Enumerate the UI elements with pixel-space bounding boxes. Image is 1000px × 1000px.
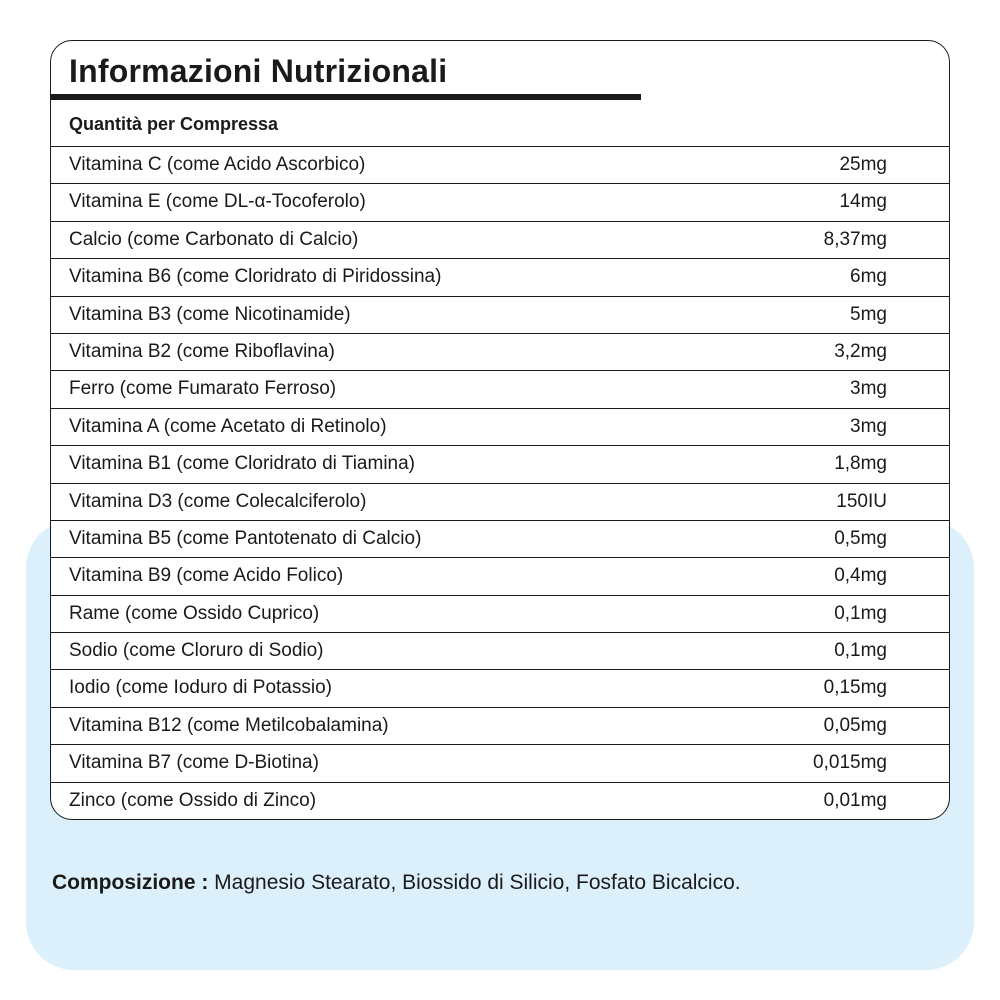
nutrient-list xyxy=(51,146,949,819)
nutrient-name: Vitamina B3 (come Nicotinamide) xyxy=(69,303,351,325)
nutrient-amount: 3mg xyxy=(850,415,887,437)
nutrient-name: Ferro (come Fumarato Ferroso) xyxy=(69,378,337,400)
nutrient-row xyxy=(51,483,949,520)
nutrient-name: Vitamina B9 (come Acido Folico) xyxy=(69,565,344,587)
nutrient-row xyxy=(51,669,949,706)
nutrient-row xyxy=(51,744,949,781)
nutrient-name: Vitamina D3 (come Colecalciferolo) xyxy=(69,490,367,512)
composition-line xyxy=(52,866,741,900)
title-underline-bar xyxy=(51,94,641,100)
nutrient-name: Iodio (come Ioduro di Potassio) xyxy=(69,677,332,699)
label-title: Informazioni Nutrizionali xyxy=(69,53,448,89)
nutrition-facts-label xyxy=(50,40,950,820)
nutrient-amount: 0,15mg xyxy=(823,677,887,699)
nutrient-amount: 0,1mg xyxy=(834,602,887,624)
composition-text: Magnesio Stearato, Biossido di Silicio, Fosfato Bicalcico. xyxy=(208,871,741,894)
nutrient-amount: 25mg xyxy=(839,154,887,175)
nutrient-row xyxy=(51,595,949,632)
nutrient-amount: 0,1mg xyxy=(834,640,887,662)
nutrient-name: Vitamina C (come Acido Ascorbico) xyxy=(69,154,366,175)
nutrient-name: Vitamina B2 (come Riboflavina) xyxy=(69,340,335,362)
nutrient-amount: 3,2mg xyxy=(834,340,887,362)
nutrient-name: Calcio (come Carbonato di Calcio) xyxy=(69,228,359,250)
nutrient-row xyxy=(51,296,949,333)
nutrient-name: Zinco (come Ossido di Zinco) xyxy=(69,789,317,811)
nutrient-amount: 150IU xyxy=(836,490,887,512)
nutrient-row xyxy=(51,782,949,819)
nutrient-name: Vitamina E (come DL-α-Tocoferolo) xyxy=(69,191,366,213)
serving-size-header: Quantità per Compressa xyxy=(69,114,279,134)
nutrient-row xyxy=(51,707,949,744)
nutrient-amount: 0,01mg xyxy=(823,789,887,811)
nutrient-row xyxy=(51,333,949,370)
nutrient-name: Rame (come Ossido Cuprico) xyxy=(69,602,320,624)
nutrient-name: Vitamina B12 (come Metilcobalamina) xyxy=(69,714,389,736)
nutrient-row xyxy=(51,632,949,669)
nutrient-amount: 8,37mg xyxy=(823,228,887,250)
nutrient-name: Sodio (come Cloruro di Sodio) xyxy=(69,640,324,662)
nutrient-row xyxy=(51,370,949,407)
nutrient-row xyxy=(51,408,949,445)
nutrient-amount: 5mg xyxy=(850,303,887,325)
nutrient-amount: 14mg xyxy=(839,191,887,213)
nutrient-amount: 0,015mg xyxy=(813,752,887,774)
nutrient-row xyxy=(51,258,949,295)
nutrient-row xyxy=(51,221,949,258)
nutrient-amount: 6mg xyxy=(850,266,887,288)
composition-label: Composizione : xyxy=(52,871,209,894)
nutrient-row xyxy=(51,183,949,220)
nutrient-row xyxy=(51,146,949,183)
nutrient-row xyxy=(51,445,949,482)
nutrient-name: Vitamina B1 (come Cloridrato di Tiamina) xyxy=(69,453,416,475)
nutrient-amount: 1,8mg xyxy=(834,453,887,475)
nutrient-name: Vitamina A (come Acetato di Retinolo) xyxy=(69,415,387,437)
nutrient-amount: 3mg xyxy=(850,378,887,400)
nutrient-amount: 0,4mg xyxy=(834,565,887,587)
nutrient-name: Vitamina B7 (come D-Biotina) xyxy=(69,752,319,774)
nutrient-name: Vitamina B6 (come Cloridrato di Piridossina) xyxy=(69,266,442,288)
nutrient-row xyxy=(51,557,949,594)
nutrient-amount: 0,05mg xyxy=(823,714,887,736)
nutrient-row xyxy=(51,520,949,557)
nutrient-name: Vitamina B5 (come Pantotenato di Calcio) xyxy=(69,527,422,549)
nutrient-amount: 0,5mg xyxy=(834,527,887,549)
